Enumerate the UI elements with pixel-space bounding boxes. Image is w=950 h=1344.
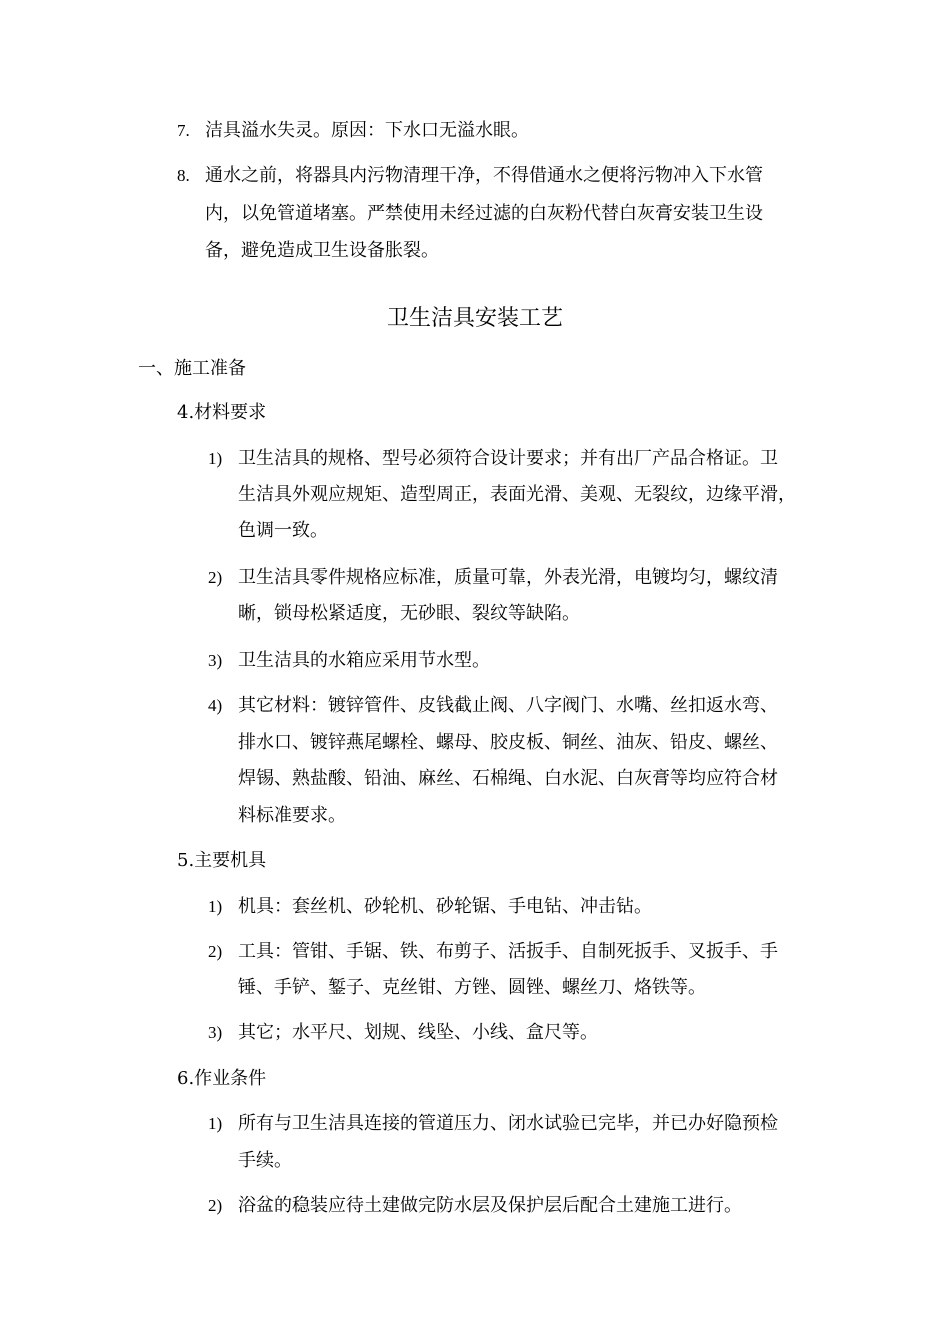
item-text-line: 卫生洁具的水箱应采用节水型。	[238, 650, 490, 671]
item-number: 1)	[208, 897, 223, 916]
item-text-line: 料标准要求。	[238, 805, 346, 826]
subsection-heading: 4.材料要求	[177, 402, 267, 423]
item-number: 1)	[208, 1114, 223, 1133]
item-text-line: 排水口、镀锌燕尾螺栓、螺母、胶皮板、铜丝、油灰、铅皮、螺丝、	[238, 732, 778, 753]
item-text-line: 卫生洁具零件规格应标准，质量可靠，外表光滑，电镀均匀，螺纹清	[238, 567, 778, 588]
item-text-line: 其它材料：镀锌管件、皮钱截止阀、八字阀门、水嘴、丝扣返水弯、	[238, 695, 778, 716]
subsection-heading: 5.主要机具	[177, 850, 267, 871]
item-text-line: 色调一致。	[238, 520, 328, 541]
section-heading: 一、施工准备	[138, 358, 246, 379]
item-number: 2)	[208, 1196, 223, 1215]
item-text-line: 内，以免管道堵塞。严禁使用未经过滤的白灰粉代替白灰膏安装卫生设	[205, 203, 763, 224]
item-number: 8.	[177, 166, 190, 185]
item-text-line: 晰，锁母松紧适度，无砂眼、裂纹等缺陷。	[238, 603, 580, 624]
item-number: 2)	[208, 942, 223, 961]
item-text-line: 手续。	[238, 1150, 292, 1171]
item-number: 7.	[177, 121, 190, 140]
item-text-line: 洁具溢水失灵。原因：下水口无溢水眼。	[205, 120, 529, 141]
item-text-line: 卫生洁具的规格、型号必须符合设计要求；并有出厂产品合格证。卫	[238, 448, 778, 469]
item-number: 2)	[208, 568, 223, 587]
item-text-line: 备，避免造成卫生设备胀裂。	[205, 240, 439, 261]
item-text-line: 焊锡、熟盐酸、铅油、麻丝、石棉绳、白水泥、白灰膏等均应符合材	[238, 768, 778, 789]
item-text-line: 工具：管钳、手锯、铁、布剪子、活扳手、自制死扳手、叉扳手、手	[238, 941, 778, 962]
item-text-line: 机具：套丝机、砂轮机、砂轮锯、手电钻、冲击钻。	[238, 896, 652, 917]
item-number: 1)	[208, 449, 223, 468]
item-text-line: 浴盆的稳装应待土建做完防水层及保护层后配合土建施工进行。	[238, 1195, 742, 1216]
item-text-line: 通水之前，将器具内污物清理干净，不得借通水之便将污物冲入下水管	[205, 165, 763, 186]
item-text-line: 其它；水平尺、划规、线坠、小线、盒尺等。	[238, 1022, 598, 1043]
item-number: 3)	[208, 1023, 223, 1042]
item-number: 4)	[208, 696, 223, 715]
subsection-heading: 6.作业条件	[177, 1068, 267, 1089]
item-text-line: 生洁具外观应规矩、造型周正，表面光滑、美观、无裂纹，边缘平滑，	[238, 484, 796, 505]
item-number: 3)	[208, 651, 223, 670]
item-text-line: 所有与卫生洁具连接的管道压力、闭水试验已完毕，并已办好隐预检	[238, 1113, 778, 1134]
item-text-line: 锤、手铲、錾子、克丝钳、方锉、圆锉、螺丝刀、烙铁等。	[238, 977, 706, 998]
page-title: 卫生洁具安装工艺	[386, 306, 563, 331]
